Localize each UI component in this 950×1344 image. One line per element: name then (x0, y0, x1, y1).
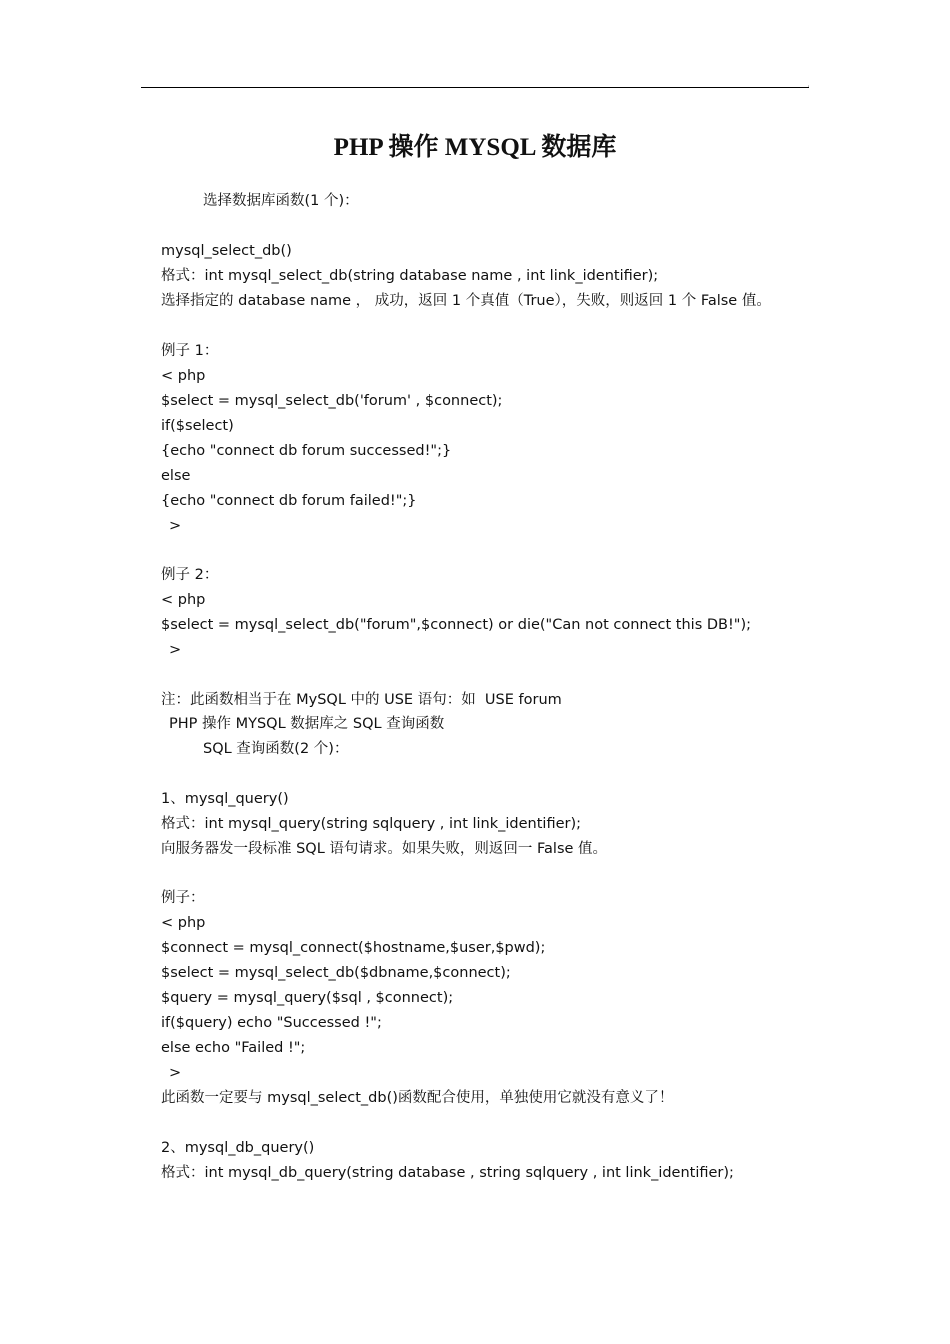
code-line: > (169, 518, 182, 534)
code-line: {echo "connect db forum failed!";} (161, 493, 417, 509)
note-line: 注：此函数相当于在 MySQL 中的 USE 语句：如 USE forum (161, 692, 562, 708)
example-heading: 例子 1： (161, 343, 219, 359)
code-line: $connect = mysql_connect($hostname,$user,$pwd); (161, 940, 546, 956)
format-line: 格式：int mysql_select_db(string database name , int link_identifier); (161, 268, 659, 284)
example-heading: 例子 2： (161, 567, 219, 583)
format-line: 格式：int mysql_db_query(string database , string sqlquery , int link_identifier); (161, 1165, 734, 1181)
code-line: else echo "Failed !"; (161, 1040, 306, 1056)
code-line: {echo "connect db forum successed!";} (161, 443, 452, 459)
code-line: $select = mysql_select_db('forum' , $connect); (161, 393, 503, 409)
format-line: 格式：int mysql_query(string sqlquery , int link_identifier); (161, 816, 581, 832)
section-heading-sql-query: SQL 查询函数(2 个)： (203, 741, 349, 757)
function-name: 2、mysql_db_query() (161, 1140, 315, 1156)
section-heading-select-db: 选择数据库函数(1 个)： (203, 193, 359, 209)
code-line: if($select) (161, 418, 234, 434)
description-line: 此函数一定要与 mysql_select_db()函数配合使用，单独使用它就没有意义了！ (161, 1090, 674, 1106)
description-line: 选择指定的 database name ， 成功，返回 1 个真值（True），失败，则返回 1 个 False 值。 (161, 293, 771, 309)
code-line: $select = mysql_select_db($dbname,$connect); (161, 965, 511, 981)
code-line: $query = mysql_query($sql , $connect); (161, 990, 454, 1006)
code-line: > (169, 642, 182, 658)
code-line: > (169, 1065, 182, 1081)
code-line: else (161, 468, 191, 484)
function-name: 1、mysql_query() (161, 791, 289, 807)
page-title: PHP 操作 MYSQL 数据库 (333, 134, 617, 161)
header-rule (141, 87, 809, 88)
description-line: 向服务器发一段标准 SQL 语句请求。如果失败，则返回一 False 值。 (161, 841, 608, 857)
code-line: $select = mysql_select_db("forum",$connect) or die("Can not connect this DB!"); (161, 617, 752, 633)
code-line: < php (161, 915, 206, 931)
code-line: < php (161, 592, 206, 608)
code-line: < php (161, 368, 206, 384)
function-name: mysql_select_db() (161, 243, 292, 259)
subsection-title: PHP 操作 MYSQL 数据库之 SQL 查询函数 (169, 716, 445, 732)
example-heading: 例子： (161, 890, 205, 906)
header-mark: ' (808, 86, 810, 92)
code-line: if($query) echo "Successed !"; (161, 1015, 382, 1031)
